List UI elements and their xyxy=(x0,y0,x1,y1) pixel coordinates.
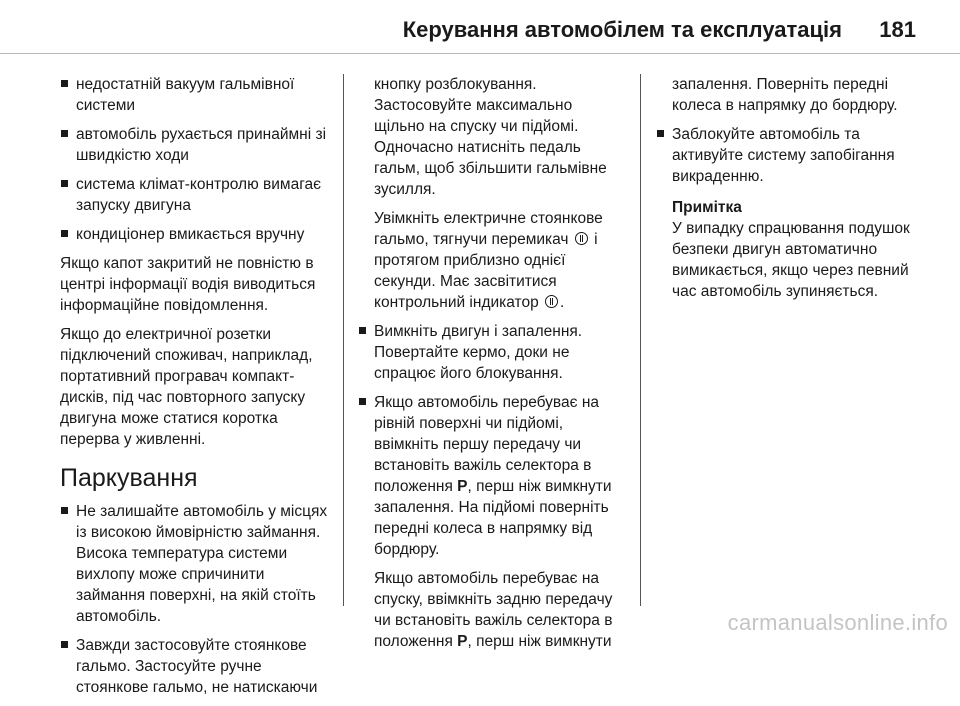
list-item: Не залишайте автомобіль у місцях із високою ймовірністю займання. Висока температура системи вихлопу може спричинити займання поверхні, на якій стоїть автомобіль. xyxy=(60,501,330,627)
gear-position-label: P xyxy=(457,478,468,495)
text-span: і протягом приблизно однієї секунди. Має засвітитися контрольний індикатор xyxy=(374,231,598,311)
page-title: Керування автомобілем та експлуатація xyxy=(402,17,842,42)
list-item: Завжди застосовуйте стоянкове гальмо. Застосуйте ручне стоянкове гальмо, не натискаючи xyxy=(60,635,330,698)
parking-brake-indicator-icon xyxy=(545,295,558,308)
paragraph: Якщо до електричної розетки підключений споживач, наприклад, портативний програвач компакт-дисків, під час повторного запуску двигуна може статися коротка перерва у живленні. xyxy=(60,326,313,448)
list-item: система клімат-контролю вимагає запуску двигуна xyxy=(60,174,330,216)
paragraph xyxy=(358,568,626,652)
text-span: . xyxy=(560,294,565,311)
column-right xyxy=(656,74,918,302)
text-span: Увімкніть електричне стоянкове гальмо, тягнучи перемикач xyxy=(374,210,603,248)
column-divider-right xyxy=(640,74,641,606)
watermark: carmanualsonline.info xyxy=(727,610,948,635)
list-item xyxy=(358,392,626,560)
paragraph xyxy=(358,208,626,313)
text-span: , перш ніж вимкнути запалення. На підйомі поверніть передні колеса в напрямку від бордюру. xyxy=(374,478,612,558)
column-divider-left xyxy=(343,74,344,606)
parking-brake-icon xyxy=(575,232,588,245)
note-title: Примітка xyxy=(672,199,742,216)
text-span: Якщо автомобіль перебуває на рівній поверхні чи підйомі, ввімкніть першу передачу чи встановіть важіль селектора в положення xyxy=(374,394,600,495)
list-item: Вимкніть двигун і запалення. Повертайте кермо, доки не спрацює його блокування. xyxy=(358,321,626,384)
list-item: недостатній вакуум гальмівної системи xyxy=(60,74,330,116)
note-block xyxy=(656,197,918,302)
list-item: кондиціонер вмикається вручну xyxy=(60,224,330,245)
list-item: автомобіль рухається принаймні зі швидкістю ходи xyxy=(60,124,330,166)
list-item: Заблокуйте автомобіль та активуйте систему запобігання викраденню. xyxy=(656,124,918,187)
column-middle xyxy=(358,74,626,660)
column-left xyxy=(60,74,330,706)
gear-position-label: P xyxy=(457,633,468,650)
page-number: 181 xyxy=(879,17,916,42)
section-heading: Паркування xyxy=(60,464,198,492)
paragraph: Якщо капот закритий не повністю в центрі інформації водія виводиться інформаційне повідомлення. xyxy=(60,255,316,314)
text-span: , перш ніж вимкнути xyxy=(467,633,612,650)
text-span: Якщо автомобіль перебуває на спуску, ввімкніть задню передачу чи встановіть важіль селектора в положення xyxy=(374,570,613,650)
paragraph: запалення. Поверніть передні колеса в напрямку до бордюру. xyxy=(672,76,898,114)
paragraph: кнопку розблокування. Застосовуйте максимально щільно на спуску чи підйомі. Одночасно натисніть педаль гальм, щоб збільшити гальмівне зусилля. xyxy=(374,76,607,198)
page-header xyxy=(0,0,960,58)
header-divider xyxy=(0,53,960,54)
note-text: У випадку спрацювання подушок безпеки двигун автоматично вимикається, якщо через певний час автомобіль зупиняється. xyxy=(672,220,910,300)
